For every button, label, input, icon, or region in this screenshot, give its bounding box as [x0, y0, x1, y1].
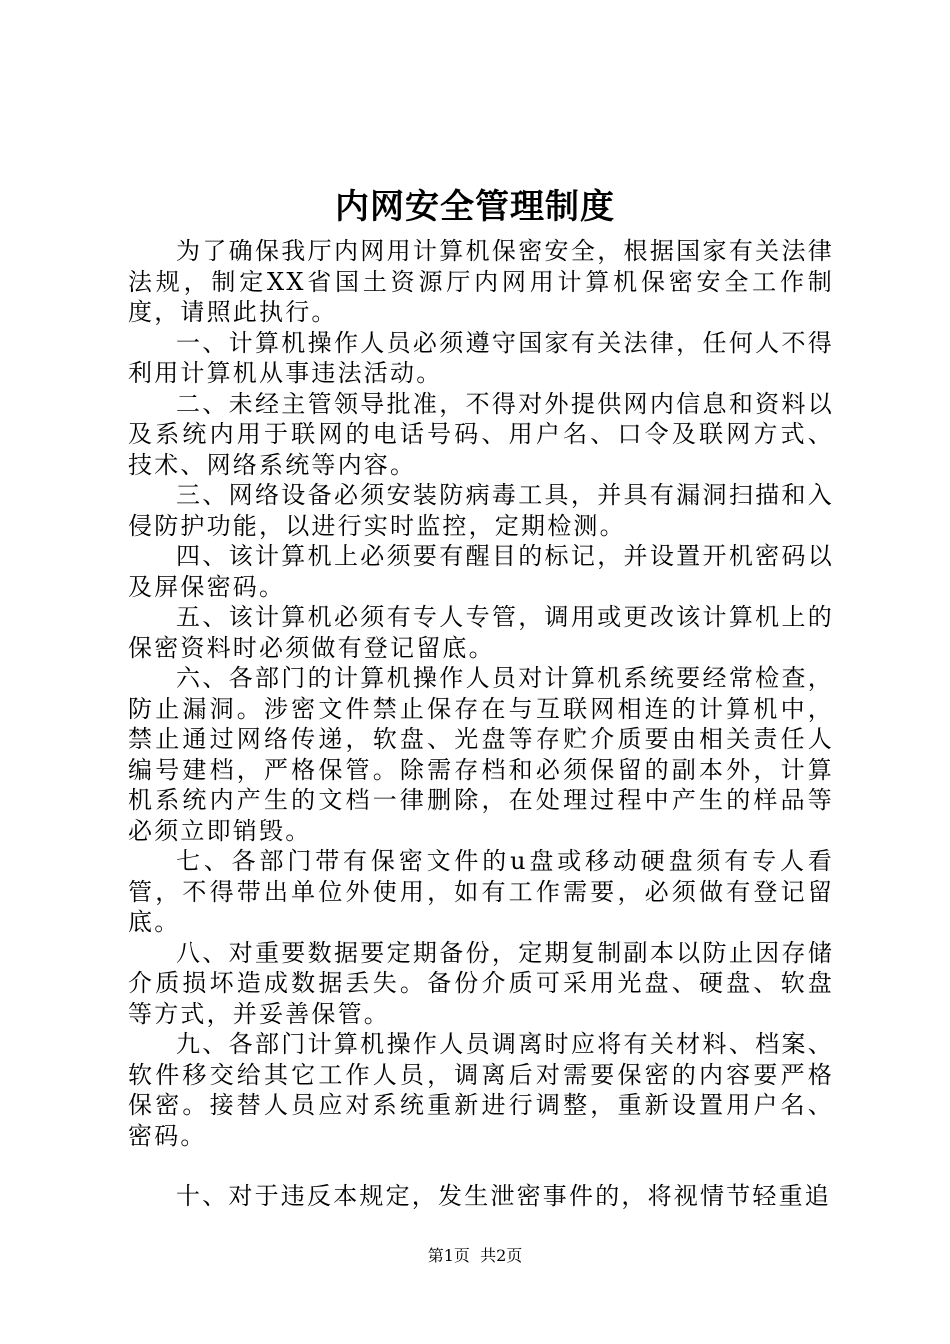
- document-title: 内网安全管理制度: [335, 187, 615, 227]
- paragraph-item-9: 九、各部门计算机操作人员调离时应将有关材料、档案、软件移交给其它工作人员，调离后对需要保密的内容要严格保密。接替人员应对系统重新进行调整，重新设置用户名、密码。: [128, 1030, 834, 1150]
- paragraph-item-7: 七、各部门带有保密文件的u盘或移动硬盘须有专人看管，不得带出单位外使用，如有工作需要，必须做有登记留底。: [128, 847, 834, 936]
- paragraph-item-10: 十、对于违反本规定，发生泄密事件的，将视情节轻重追: [176, 1182, 831, 1210]
- document-body: [128, 236, 834, 1212]
- paragraph-item-2: 二、未经主管领导批准，不得对外提供网内信息和资料以及系统内用于联网的电话号码、用户名、口令及联网方式、技术、网络系统等内容。: [128, 389, 834, 479]
- paragraph-item-1: 一、计算机操作人员必须遵守国家有关法律，任何人不得利用计算机从事违法活动。: [128, 328, 834, 387]
- page-footer: [0, 1244, 950, 1268]
- paragraph-item-3: 三、网络设备必须安装防病毒工具，并具有漏洞扫描和入侵防护功能，以进行实时监控，定期检测。: [128, 481, 834, 540]
- paragraph-item-5: 五、该计算机必须有专人专管，调用或更改该计算机上的保密资料时必须做有登记留底。: [128, 603, 834, 662]
- paragraph-item-6: 六、各部门的计算机操作人员对计算机系统要经常检查，防止漏洞。涉密文件禁止保存在与互联网相连的计算机中，禁止通过网络传递，软盘、光盘等存贮介质要由相关责任人编号建档，严格保管。除需存档和必须保留的副本外，计算机系统内产生的文档一律删除，在处理过程中产生的样品等必须立即销毁。: [128, 664, 834, 845]
- page-total: 共2页: [480, 1246, 523, 1265]
- page-number: 第1页: [427, 1246, 470, 1265]
- paragraph-item-4: 四、该计算机上必须要有醒目的标记，并设置开机密码以及屏保密码。: [128, 542, 834, 601]
- paragraph-intro: 为了确保我厅内网用计算机保密安全，根据国家有关法律法规，制定XX省国土资源厅内网用计算机保密安全工作制度，请照此执行。: [128, 237, 834, 326]
- paragraph-item-8: 八、对重要数据要定期备份，定期复制副本以防止因存储介质损坏造成数据丢失。备份介质可采用光盘、硬盘、软盘等方式，并妥善保管。: [128, 938, 834, 1028]
